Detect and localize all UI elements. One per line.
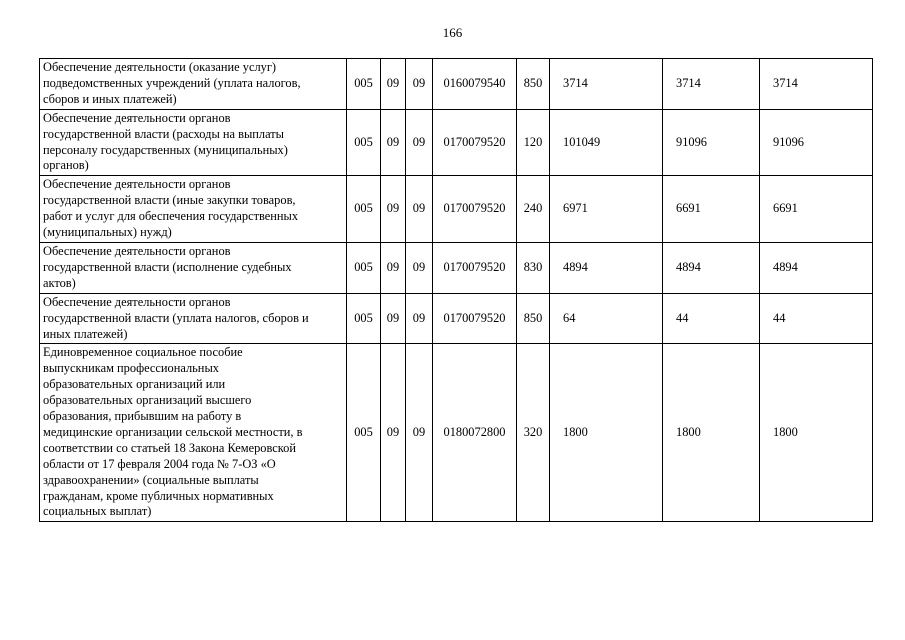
- section-code-cell: 09: [381, 176, 406, 243]
- expense-type-cell: 850: [517, 59, 550, 110]
- subsection-code-cell: 09: [406, 109, 433, 176]
- expense-type-cell: 850: [517, 293, 550, 344]
- expense-type-cell: 240: [517, 176, 550, 243]
- subsection-code-cell: 09: [406, 344, 433, 522]
- description-line: области от 17 февраля 2004 года № 7-ОЗ «О: [43, 456, 276, 471]
- budget-table: [39, 58, 873, 522]
- description-line: социальных выплат): [43, 504, 152, 519]
- subsection-code-cell: 09: [406, 293, 433, 344]
- description-line: выпускникам профессиональных: [43, 361, 219, 376]
- description-line: государственной власти (уплата налогов, сборов и: [43, 310, 309, 325]
- table-body: [40, 59, 873, 522]
- description-line: работ и услуг для обеспечения государственных: [43, 209, 299, 224]
- description-line: Обеспечение деятельности (оказание услуг): [43, 60, 277, 74]
- description-line: Единовременное социальное пособие: [43, 345, 243, 360]
- table-row: [40, 109, 873, 176]
- ministry-code-cell: 005: [347, 59, 381, 110]
- description-line: соответствии со статьей 18 Закона Кемеровской: [43, 440, 296, 455]
- description-line: актов): [43, 275, 76, 290]
- amount-year3-cell: 44: [760, 293, 873, 344]
- description-cell: [40, 242, 347, 293]
- amount-year1-cell: 1800: [550, 344, 663, 522]
- ministry-code-cell: 005: [347, 293, 381, 344]
- description-cell: [40, 293, 347, 344]
- amount-year1-cell: 3714: [550, 59, 663, 110]
- amount-year3-cell: 4894: [760, 242, 873, 293]
- amount-year2-cell: 3714: [663, 59, 760, 110]
- amount-year2-cell: 91096: [663, 109, 760, 176]
- target-article-cell: 0180072800: [433, 344, 517, 522]
- description-cell: [40, 176, 347, 243]
- target-article-cell: 0170079520: [433, 176, 517, 243]
- subsection-code-cell: 09: [406, 176, 433, 243]
- amount-year2-cell: 1800: [663, 344, 760, 522]
- description-line: образовательных организаций или: [43, 377, 226, 392]
- expense-type-cell: 120: [517, 109, 550, 176]
- subsection-code-cell: 09: [406, 242, 433, 293]
- amount-year3-cell: 91096: [760, 109, 873, 176]
- ministry-code-cell: 005: [347, 242, 381, 293]
- description-line: медицинские организации сельской местности, в: [43, 424, 303, 439]
- expense-type-cell: 830: [517, 242, 550, 293]
- description-line: образования, прибывшим на работу в: [43, 409, 242, 424]
- table-row: [40, 293, 873, 344]
- table-row: [40, 242, 873, 293]
- target-article-cell: 0160079540: [433, 59, 517, 110]
- description-line: образовательных организаций высшего: [43, 393, 252, 408]
- target-article-cell: 0170079520: [433, 242, 517, 293]
- section-code-cell: 09: [381, 293, 406, 344]
- table-row: [40, 176, 873, 243]
- amount-year2-cell: 44: [663, 293, 760, 344]
- subsection-code-cell: 09: [406, 59, 433, 110]
- description-line: здравоохранении» (социальные выплаты: [43, 472, 259, 487]
- amount-year1-cell: 64: [550, 293, 663, 344]
- amount-year1-cell: 101049: [550, 109, 663, 176]
- section-code-cell: 09: [381, 344, 406, 522]
- amount-year2-cell: 6691: [663, 176, 760, 243]
- section-code-cell: 09: [381, 109, 406, 176]
- description-line: сборов и иных платежей): [43, 91, 177, 106]
- description-line: гражданам, кроме публичных нормативных: [43, 488, 274, 503]
- section-code-cell: 09: [381, 242, 406, 293]
- description-line: Обеспечение деятельности органов: [43, 294, 231, 309]
- description-line: (муниципальных) нужд): [43, 225, 172, 240]
- description-line: персоналу государственных (муниципальных): [43, 142, 288, 157]
- target-article-cell: 0170079520: [433, 109, 517, 176]
- description-line: подведомственных учреждений (уплата налогов,: [43, 75, 301, 90]
- ministry-code-cell: 005: [347, 109, 381, 176]
- description-cell: [40, 109, 347, 176]
- table-row: [40, 344, 873, 522]
- description-line: государственной власти (иные закупки товаров,: [43, 193, 296, 208]
- amount-year2-cell: 4894: [663, 242, 760, 293]
- section-code-cell: 09: [381, 59, 406, 110]
- amount-year3-cell: 1800: [760, 344, 873, 522]
- expense-type-cell: 320: [517, 344, 550, 522]
- target-article-cell: 0170079520: [433, 293, 517, 344]
- description-line: Обеспечение деятельности органов: [43, 177, 231, 192]
- description-line: государственной власти (расходы на выплаты: [43, 126, 284, 141]
- amount-year3-cell: 6691: [760, 176, 873, 243]
- ministry-code-cell: 005: [347, 176, 381, 243]
- description-line: иных платежей): [43, 326, 128, 341]
- description-line: государственной власти (исполнение судебных: [43, 259, 292, 274]
- page-number: 166: [442, 25, 463, 40]
- amount-year1-cell: 6971: [550, 176, 663, 243]
- ministry-code-cell: 005: [347, 344, 381, 522]
- table-row: [40, 59, 873, 110]
- description-line: Обеспечение деятельности органов: [43, 110, 231, 125]
- description-cell: [40, 59, 347, 110]
- description-line: органов): [43, 158, 89, 173]
- description-line: Обеспечение деятельности органов: [43, 243, 231, 258]
- description-cell: [40, 344, 347, 522]
- amount-year1-cell: 4894: [550, 242, 663, 293]
- amount-year3-cell: 3714: [760, 59, 873, 110]
